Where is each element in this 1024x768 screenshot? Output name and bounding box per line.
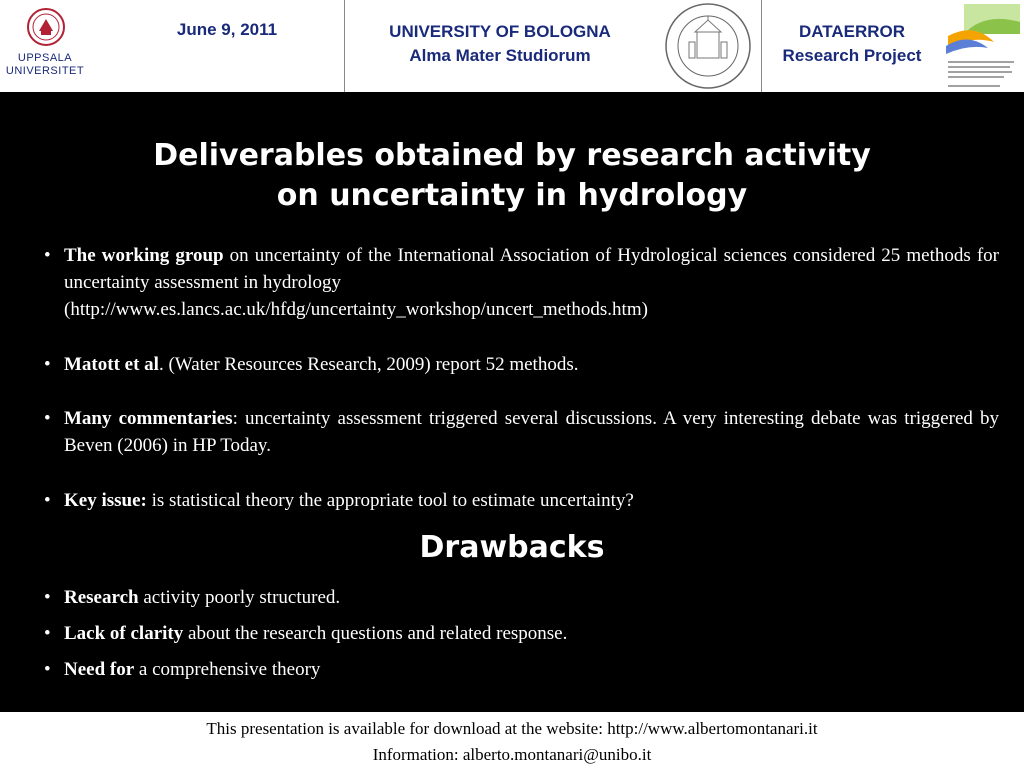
dataerror-title bbox=[762, 20, 942, 68]
bologna-title bbox=[345, 20, 655, 68]
drawback-theory bbox=[44, 656, 999, 683]
slide-title bbox=[40, 136, 984, 216]
bullet-list bbox=[44, 351, 999, 378]
bullet-bold: Research bbox=[64, 587, 139, 608]
bullet-list bbox=[44, 487, 999, 514]
bullet-text: : uncertainty assessment triggered several discussions. A very interesting debate was triggered by Beven (2006) in HP Today. bbox=[64, 408, 999, 456]
dataerror-line1: DATAERROR bbox=[798, 22, 906, 41]
bullet-working-group bbox=[44, 242, 999, 323]
bullet-bold: Need for bbox=[64, 659, 135, 680]
bologna-seal bbox=[655, 0, 762, 92]
bullet-text: . (Water Resources Research, 2009) report 52 methods. bbox=[158, 354, 579, 375]
drawbacks-list bbox=[44, 656, 999, 683]
bullet-bold: Matott et al bbox=[64, 354, 159, 375]
drawbacks-heading: Drawbacks bbox=[419, 530, 605, 565]
slide-title-line1: Deliverables obtained by research activity bbox=[153, 138, 871, 173]
dataerror-line2: Research Project bbox=[782, 46, 922, 65]
bullet-list bbox=[44, 405, 999, 459]
bullet-text: activity poorly structured. bbox=[138, 587, 341, 608]
slide-body bbox=[0, 92, 1024, 712]
bologna-line2: Alma Mater Studiorum bbox=[409, 46, 591, 65]
bullet-bold: Many commentaries bbox=[64, 408, 233, 429]
drawback-clarity bbox=[44, 620, 999, 647]
dataerror-cell bbox=[762, 0, 942, 92]
bullet-bold: Lack of clarity bbox=[64, 623, 184, 644]
footer-contact: Information: alberto.montanari@unibo.it bbox=[372, 745, 652, 764]
bullet-key-issue bbox=[44, 487, 999, 514]
drawbacks-list bbox=[44, 620, 999, 647]
uppsala-logo bbox=[0, 0, 110, 92]
bullet-text: about the research questions and related response. bbox=[183, 623, 568, 644]
bullet-text: a comprehensive theory bbox=[134, 659, 321, 680]
bullet-text: on uncertainty of the International Association of Hydrological sciences considered 25 methods for uncertainty assessment in hydrology bbox=[64, 245, 999, 293]
slide-header bbox=[0, 0, 1024, 92]
bullet-text: is statistical theory the appropriate tool to estimate uncertainty? bbox=[146, 490, 634, 511]
bologna-line1: UNIVERSITY OF BOLOGNA bbox=[389, 22, 611, 41]
bullet-matott bbox=[44, 351, 999, 378]
slide-title-line2: on uncertainty in hydrology bbox=[276, 178, 748, 213]
uppsala-seal-icon bbox=[26, 7, 66, 47]
bologna-seal-icon bbox=[659, 2, 757, 90]
drawbacks-list bbox=[44, 584, 999, 611]
bullet-commentaries bbox=[44, 405, 999, 459]
dataerror-logo-icon bbox=[944, 2, 1022, 90]
uppsala-name-line1: UPPSALA bbox=[17, 52, 73, 64]
footer-website: This presentation is available for download at the website: http://www.albertomontanari.it bbox=[206, 719, 818, 738]
uppsala-name-line2: UNIVERSITET bbox=[5, 65, 85, 77]
bologna-cell bbox=[345, 0, 655, 92]
bullet-bold: Key issue: bbox=[64, 490, 147, 511]
workshop-url: (http://www.es.lancs.ac.uk/hfdg/uncertainty_workshop/uncert_methods.htm) bbox=[64, 299, 648, 320]
presentation-date: June 9, 2011 bbox=[176, 20, 278, 39]
drawback-research bbox=[44, 584, 999, 611]
uppsala-name bbox=[0, 52, 90, 78]
dataerror-project-logo bbox=[942, 0, 1024, 92]
bullet-bold: The working group bbox=[64, 245, 224, 266]
slide-footer bbox=[0, 712, 1024, 768]
bullet-list bbox=[44, 242, 999, 323]
date-cell bbox=[110, 0, 345, 92]
